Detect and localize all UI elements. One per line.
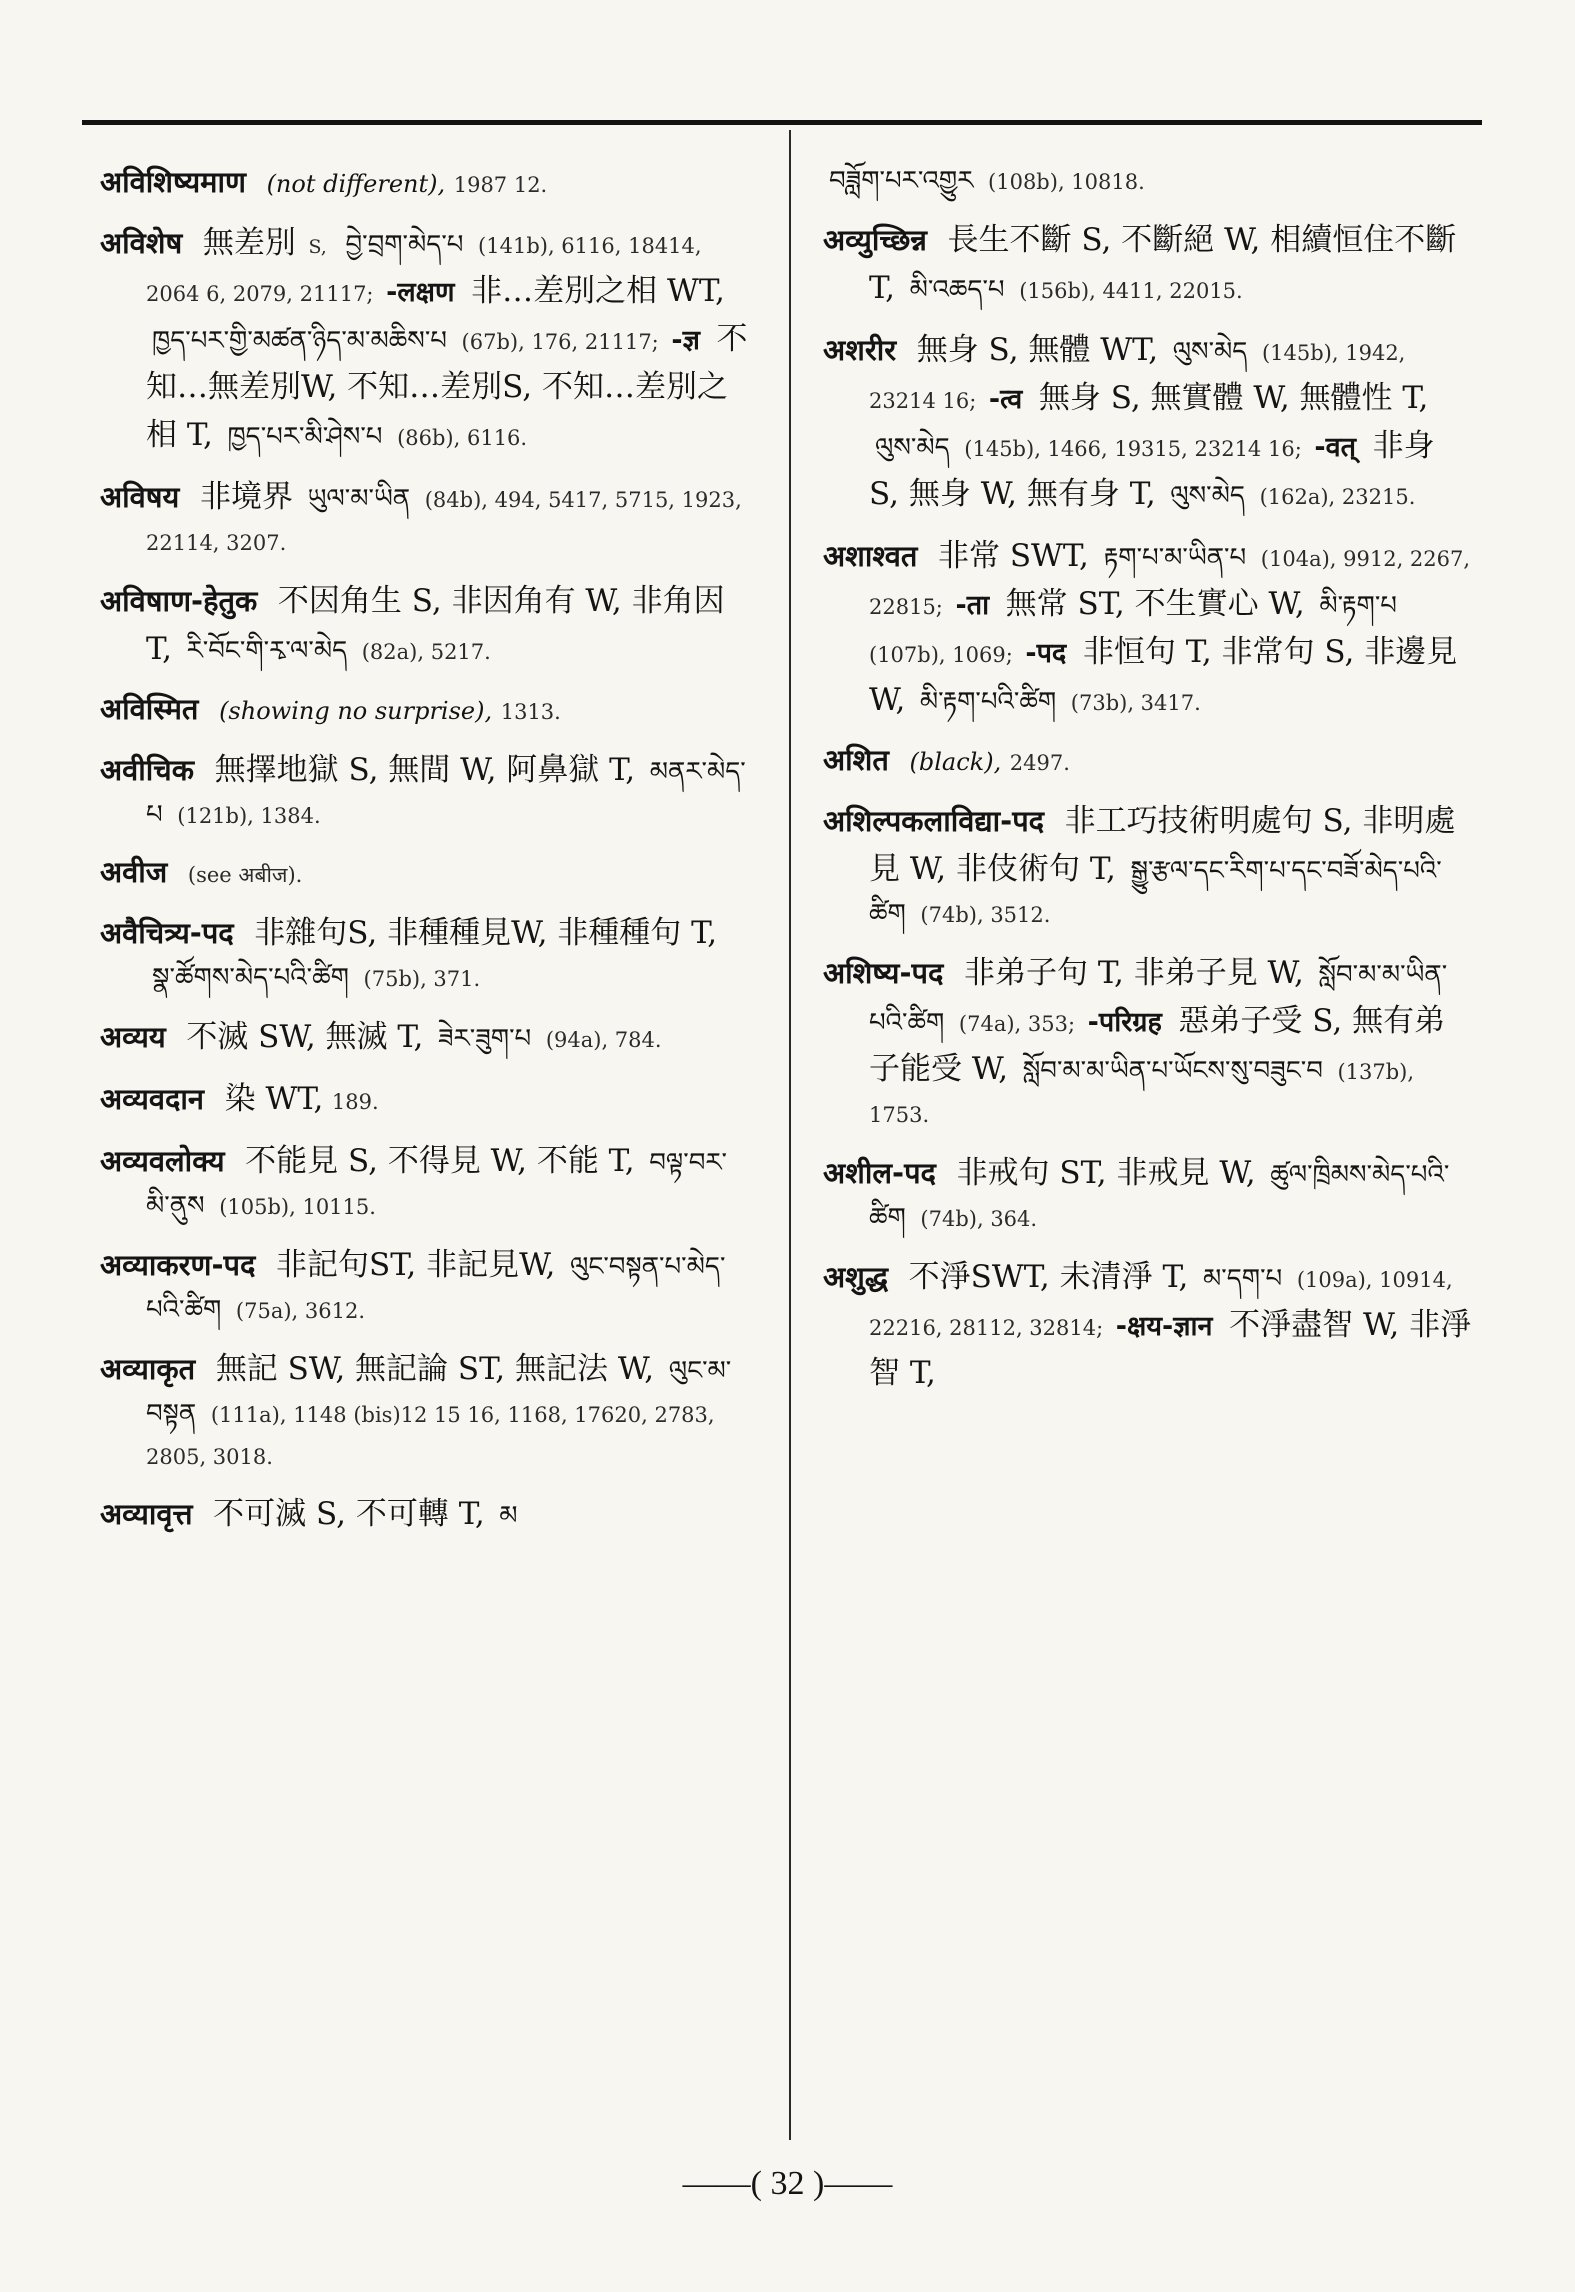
entry-translation: 非恒句 T, 非常句 S, 非邊見 W,	[869, 634, 1458, 719]
dictionary-entry	[100, 1137, 750, 1227]
dictionary-entry	[100, 577, 750, 673]
entry-tibetan: ཁྱད་པར་གྱི་མཚན་ཉིད་མ་མཆིས་པ	[152, 326, 447, 357]
entry-tibetan: ཁྱད་པར་མི་ཤེས་པ	[227, 422, 383, 453]
entry-headword: अविशेष	[100, 225, 183, 260]
entry-refs: (75a), 3612.	[235, 1298, 366, 1323]
entry-refs: (162a), 23215.	[1259, 485, 1416, 510]
entry-headword: अवीज	[100, 854, 168, 889]
entry-refs: (67b), 176, 21117;	[461, 330, 659, 355]
entry-subheadword: -त्व	[988, 383, 1023, 415]
entry-tibetan: ཚུལ་ཁྲིམས་མེད་པའི་ཚིག	[869, 1160, 1450, 1234]
entry-tibetan: མནར་མེད་པ	[146, 757, 746, 831]
entry-translation: 長生不斷 S, 不斷絕 W, 相續恒住不斷 T,	[869, 221, 1457, 306]
dictionary-entry	[100, 160, 750, 205]
entry-tibetan: ལུང་མ་བསྟན	[146, 1355, 732, 1429]
dictionary-entry	[823, 1253, 1473, 1397]
entry-gloss: (not different),	[266, 170, 446, 198]
entry-headword: अशुद्ध	[823, 1260, 889, 1295]
entry-refs: 1313.	[500, 700, 561, 725]
entry-translation: 不能見 S, 不得見 W, 不能 T,	[245, 1142, 635, 1179]
entry-refs: (109a), 10914, 22216, 28112, 32814;	[869, 1268, 1453, 1341]
entry-headword: अशिष्य-पद	[823, 956, 944, 991]
entry-headword: अशरीर	[823, 332, 897, 367]
entry-refs: (145b), 1466, 19315, 23214 16;	[964, 437, 1302, 462]
entry-tibetan: ཡུལ་མ་ཡིན	[307, 484, 411, 515]
entry-gloss: (showing no surprise),	[219, 697, 493, 726]
dictionary-entry	[100, 1075, 750, 1123]
entry-tibetan: མ་དག་པ	[1203, 1264, 1283, 1295]
dictionary-entry	[100, 1490, 750, 1538]
dictionary-entry	[100, 909, 750, 999]
entry-tibetan: སློབ་མ་མ་ཡིན་པའི་ཚིག	[869, 960, 1448, 1039]
dictionary-entry	[823, 738, 1473, 783]
entry-tibetan: ལུས་མེད	[1170, 481, 1245, 512]
entry-tibetan: བལྟ་བར་མི་ནུས	[146, 1147, 728, 1221]
entry-headword: अविषय	[100, 480, 180, 515]
entry-headword: अशित	[823, 743, 889, 778]
entry-refs: 189.	[331, 1089, 379, 1114]
entry-headword: अवीचिक	[100, 753, 194, 788]
entry-subheadword: -क्षय-ज्ञान	[1115, 1311, 1213, 1343]
entry-tibetan: མི་རྟག་པའི་ཚིག	[919, 687, 1057, 718]
entry-source: S,	[308, 235, 327, 258]
entry-translation: 無身 S, 無實體 W, 無體性 T,	[1038, 379, 1429, 416]
entry-headword: अविशिष्यमाण	[100, 165, 246, 199]
entry-headword: अशाश्वत	[823, 539, 918, 574]
entry-subheadword: -ता	[955, 590, 990, 622]
entry-translation: 非境界	[199, 479, 293, 516]
entry-subheadword: -पद	[1025, 638, 1067, 670]
entry-translation: 無差別	[202, 224, 296, 261]
dictionary-entry	[100, 1241, 750, 1331]
entry-refs: (74b), 3512.	[920, 903, 1051, 928]
entry-refs: (74a), 353;	[958, 1012, 1076, 1037]
entry-translation: 不可滅 S, 不可轉 T,	[213, 1496, 485, 1533]
entry-translation: 無常 ST, 不生實心 W,	[1005, 586, 1305, 623]
entry-gloss: (black),	[909, 748, 1002, 777]
entry-tibetan: སྣ་ཚོགས་མེད་པའི་ཚིག	[152, 962, 349, 993]
entry-translation: 惡弟子受 S, 無有弟子能受 W,	[869, 1003, 1446, 1088]
dictionary-entry	[823, 532, 1473, 724]
entry-headword: अविषाण-हेतुक	[100, 584, 258, 619]
entry-refs: (141b), 6116, 18414, 2064 6, 2079, 21117;	[146, 233, 702, 306]
entry-subheadword: -ज्ञ	[671, 325, 700, 357]
entry-refs: 2497.	[1009, 751, 1070, 776]
dictionary-entry	[100, 473, 750, 563]
entry-refs: 1987 12.	[453, 173, 548, 197]
dictionary-entry	[823, 797, 1473, 935]
entry-refs: (156b), 4411, 22015.	[1019, 278, 1243, 303]
entry-tibetan: རི་བོང་གི་རྭ་ལ་མེད	[186, 636, 348, 667]
entry-tibetan: ལུང་བསྟན་པ་མེད་པའི་ཚིག	[146, 1251, 726, 1325]
column-divider	[789, 130, 791, 2140]
entry-translation: 非雜句S, 非種種見W, 非種種句 T,	[254, 914, 718, 951]
entry-headword: अव्युच्छिन्न	[823, 222, 927, 257]
entry-headword: अव्यय	[100, 1019, 166, 1054]
dictionary-entry	[100, 850, 750, 895]
entry-translation: 非工巧技術明處句 S, 非明處見 W, 非伎術句 T,	[869, 803, 1456, 888]
entry-headword: अव्यावृत्त	[100, 1497, 193, 1532]
entry-translation: 非…差別之相 WT,	[471, 272, 725, 309]
entry-translation: 不淨SWT, 未清淨 T,	[908, 1259, 1189, 1296]
entry-refs: (107b), 1069;	[869, 643, 1013, 668]
entry-translation: 無身 S, 無體 WT,	[916, 331, 1159, 368]
dictionary-entry	[100, 687, 750, 732]
dictionary-entry	[823, 326, 1473, 518]
entry-subheadword: -परिग्रह	[1087, 1007, 1162, 1039]
entry-headword: अशील-पद	[823, 1156, 936, 1191]
dictionary-entry	[100, 746, 750, 836]
entry-translation: 無記 SW, 無記論 ST, 無記法 W,	[215, 1350, 655, 1387]
dictionary-entry	[823, 1149, 1473, 1239]
dictionary-entry	[823, 949, 1473, 1135]
entry-translation: 非常 SWT,	[937, 538, 1089, 575]
entry-tibetan: མི་རྟག་པ	[1319, 591, 1397, 622]
top-rule	[82, 120, 1482, 125]
entry-refs: (108b), 10818.	[988, 170, 1145, 194]
entry-refs: (82a), 5217.	[361, 640, 491, 665]
dictionary-entry	[823, 216, 1473, 312]
dictionary-entry-continued	[823, 160, 1473, 202]
entry-headword: अव्याकृत	[100, 1351, 196, 1386]
entry-headword: अविस्मित	[100, 692, 199, 727]
entry-translation: 不滅 SW, 無滅 T,	[186, 1018, 424, 1055]
entry-refs: (111a), 1148 (bis)12 15 16, 1168, 17620, 2783, 2805, 3018.	[146, 1402, 715, 1469]
entry-translation: 非弟子句 T, 非弟子見 W,	[964, 955, 1304, 992]
entry-translation: 不淨盡智 W, 非淨智 T,	[869, 1307, 1472, 1392]
entry-translation: 無擇地獄 S, 無間 W, 阿鼻獄 T,	[214, 752, 636, 789]
entry-gloss: (see अबीज).	[187, 862, 303, 887]
entry-translation: 非身 S, 無身 W, 無有身 T,	[869, 428, 1435, 513]
entry-refs: (145b), 1942, 23214 16;	[869, 340, 1406, 413]
entry-tibetan: མ	[499, 1501, 518, 1532]
entry-translation: 染 WT,	[224, 1080, 324, 1117]
entry-refs: (105b), 10115.	[219, 1194, 376, 1219]
left-column	[100, 160, 750, 2140]
entry-refs: (84b), 494, 5417, 5715, 1923, 22114, 3207.	[146, 488, 742, 556]
entry-refs: (75b), 371.	[363, 966, 481, 991]
entry-subheadword: -वत्	[1314, 432, 1356, 464]
entry-refs: (73b), 3417.	[1070, 691, 1201, 716]
entry-tibetan: སློབ་མ་མ་ཡིན་པ་ཡོངས་སུ་བཟུང་བ	[1022, 1056, 1323, 1087]
entry-refs: (74b), 364.	[920, 1207, 1038, 1232]
entry-headword: अवैचित्र्य-पद	[100, 915, 234, 950]
entry-refs: (137b), 1753.	[869, 1060, 1415, 1128]
entry-tibetan: མི་འཆད་པ	[909, 274, 1005, 305]
entry-tibetan: རྟག་པ་མ་ཡིན་པ	[1103, 543, 1247, 574]
entry-tibetan: ཟེར་ཟུག་པ	[437, 1023, 532, 1054]
entry-refs: (94a), 784.	[545, 1027, 662, 1052]
entry-tibetan: ལུས་མེད	[1172, 336, 1248, 367]
entry-translation: 不因角生 S, 非因角有 W, 非角因 T,	[146, 583, 725, 668]
entry-tibetan: བཟློག་པར་འགྱུར	[829, 166, 974, 196]
entry-headword: अव्यवदान	[100, 1081, 205, 1116]
entry-tibetan: སྒྱུ་རྩལ་དང་རིག་པ་དང་བཟོ་མེད་པའི་ཚིག	[869, 856, 1442, 930]
right-column	[823, 160, 1473, 2140]
entry-refs: (121b), 1384.	[177, 804, 321, 829]
entry-translation: 非戒句 ST, 非戒見 W,	[956, 1155, 1256, 1192]
dictionary-entry	[100, 219, 750, 459]
entry-headword: अव्याकरण-पद	[100, 1247, 256, 1282]
entry-tibetan: ལུས་མེད	[875, 433, 950, 464]
entry-translation: 不知…無差別W, 不知…差別S, 不知…差別之相 T,	[146, 321, 748, 454]
entry-tibetan: བྱེ་བྲག་མེད་པ	[345, 229, 464, 260]
entry-translation: 非記句ST, 非記見W,	[276, 1246, 556, 1283]
entry-refs: (86b), 6116.	[397, 426, 528, 451]
entry-subheadword: -लक्षण	[386, 276, 455, 308]
entry-headword: अव्यवलोक्य	[100, 1143, 225, 1178]
dictionary-entry	[100, 1345, 750, 1477]
entry-refs: (104a), 9912, 2267, 22815;	[869, 547, 1471, 620]
entry-headword: अशिल्पकलाविद्या-पद	[823, 804, 1045, 839]
page-number: ——( 32 )——	[682, 2165, 893, 2202]
dictionary-entry	[100, 1013, 750, 1061]
